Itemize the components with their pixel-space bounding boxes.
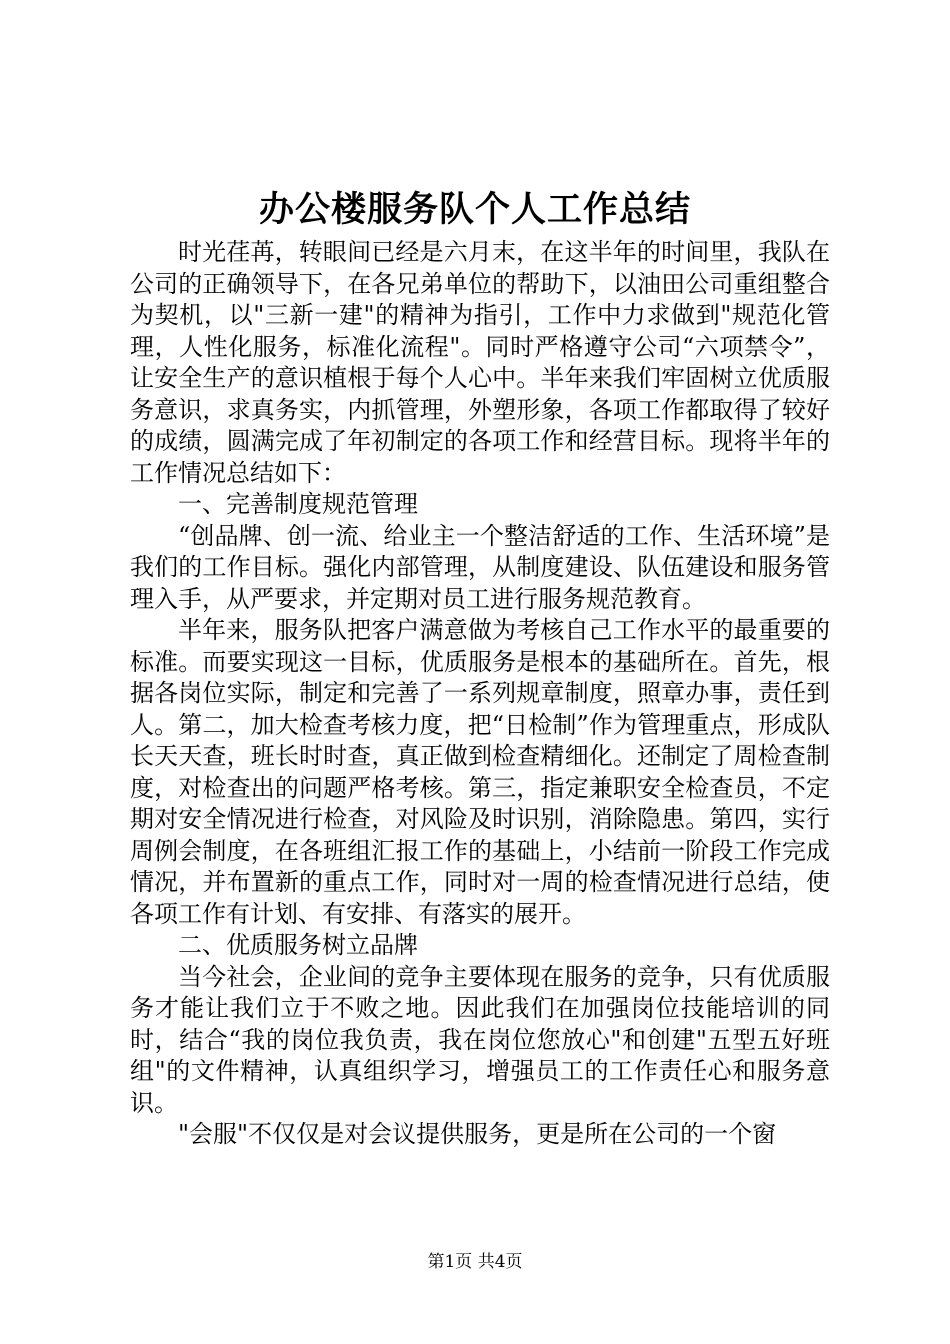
paragraph-meeting-service: "会服"不仅仅是对会议提供服务，更是所在公司的一个窗: [178, 1120, 777, 1148]
page-footer: 第1页 共4页: [427, 1252, 523, 1272]
document-title: 办公楼服务队个人工作总结: [258, 189, 691, 230]
paragraph-service: 当今社会，企业间的竞争主要体现在服务的竞争，只有优质服务才能让我们立于不败之地。因此我们在加强岗位技能培训的同时，结合“我的岗位我负责，我在岗位您放心"和创建"五型五好班组"的文件精神，认真组织学习，增强员工的工作责任心和服务意识。: [130, 962, 830, 1117]
paragraph-management: 半年来，服务队把客户满意做为考核自己工作水平的最重要的标准。而要实现这一目标，优质服务是根本的基础所在。首先，根据各岗位实际，制定和完善了一系列规章制度，照章办事，责任到人。第二，加大检查考核力度，把“日检制”作为管理重点，形成队长天天查，班长时时查，真正做到检查精细化。还制定了周检查制度，对检查出的问题严格考核。第三，指定兼职安全检查员，不定期对安全情况进行检查，对风险及时识别，消除隐患。第四，实行周例会制度，在各班组汇报工作的基础上，小结前一阶段工作完成情况，并布置新的重点工作，同时对一周的检查情况进行总结，使各项工作有计划、有安排、有落实的展开。: [130, 616, 830, 928]
paragraph-goal: “创品牌、创一流、给业主一个整洁舒适的工作、生活环境”是我们的工作目标。强化内部管理，从制度建设、队伍建设和服务管理入手，从严要求，并定期对员工进行服务规范教育。: [130, 521, 830, 613]
document-body: [130, 237, 830, 1151]
paragraph-intro: 时光荏苒，转眼间已经是六月末，在这半年的时间里，我队在公司的正确领导下，在各兄弟单位的帮助下，以油田公司重组整合为契机，以"三新一建"的精神为指引，工作中力求做到"规范化管理，人性化服务，标准化流程"。同时严格遵守公司“六项禁令”，让安全生产的意识植根于每个人心中。半年来我们牢固树立优质服务意识，求真务实，内抓管理，外塑形象，各项工作都取得了较好的成绩，圆满完成了年初制定的各项工作和经营目标。现将半年的工作情况总结如下：: [130, 238, 830, 487]
section-heading-2: 二、优质服务树立品牌: [178, 931, 418, 959]
section-heading-1: 一、完善制度规范管理: [178, 490, 418, 518]
